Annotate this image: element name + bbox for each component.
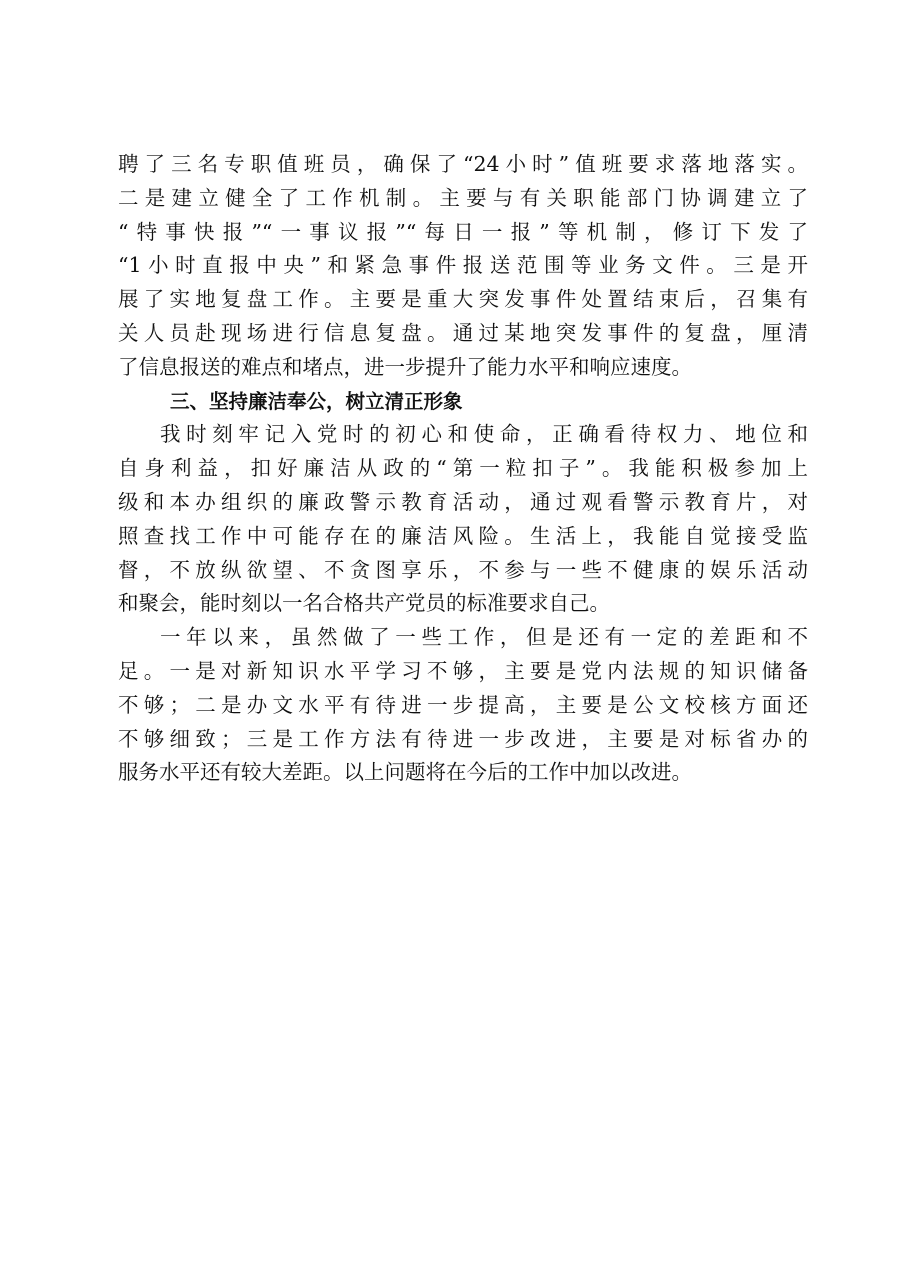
text-line: 不够；二是办文水平有待进一步提高，主要是公文校核方面还: [118, 692, 808, 717]
paragraph-work-mechanism: [118, 148, 808, 385]
text-line: 关人员赴现场进行信息复盘。通过某地突发事件的复盘，厘清: [118, 320, 808, 345]
text-line: 和聚会，能时刻以一名合格共产党员的标准要求自己。: [118, 591, 610, 616]
text-line: 自身利益，扣好廉洁从政的“第一粒扣子”。我能积极参加上: [118, 456, 808, 481]
section-heading: 三、坚持廉洁奉公，树立清正形象: [170, 389, 463, 413]
text-line: 照查找工作中可能存在的廉洁风险。生活上，我能自觉接受监: [118, 523, 808, 548]
text-line: 了信息报送的难点和堵点，进一步提升了能力水平和响应速度。: [118, 354, 692, 379]
text-line: 二是建立健全了工作机制。主要与有关职能部门协调建立了: [118, 185, 808, 210]
text-line: 督，不放纵欲望、不贪图享乐，不参与一些不健康的娱乐活动: [118, 557, 808, 582]
paragraph-shortcomings: [118, 621, 808, 790]
text-line: 一年以来，虽然做了一些工作，但是还有一定的差距和不: [160, 625, 808, 650]
text-line: “特事快报”“一事议报”“每日一报”等机制，修订下发了: [118, 219, 808, 244]
document-body: [118, 148, 808, 790]
text-line: “1小时直报中央”和紧急事件报送范围等业务文件。三是开: [118, 253, 808, 278]
text-line: 服务水平还有较大差距。以上问题将在今后的工作中加以改进。: [118, 760, 692, 785]
text-line: 足。一是对新知识水平学习不够，主要是党内法规的知识储备: [118, 658, 808, 683]
text-line: 级和本办组织的廉政警示教育活动，通过观看警示教育片，对: [118, 489, 808, 514]
text-line: 我时刻牢记入党时的初心和使命，正确看待权力、地位和: [160, 422, 808, 447]
paragraph-integrity: [118, 418, 808, 621]
text-line: 聘了三名专职值班员，确保了“24小时”值班要求落地落实。: [118, 152, 808, 176]
text-line: 展了实地复盘工作。主要是重大突发事件处置结束后，召集有: [118, 287, 808, 312]
text-line: 不够细致；三是工作方法有待进一步改进，主要是对标省办的: [118, 726, 808, 751]
